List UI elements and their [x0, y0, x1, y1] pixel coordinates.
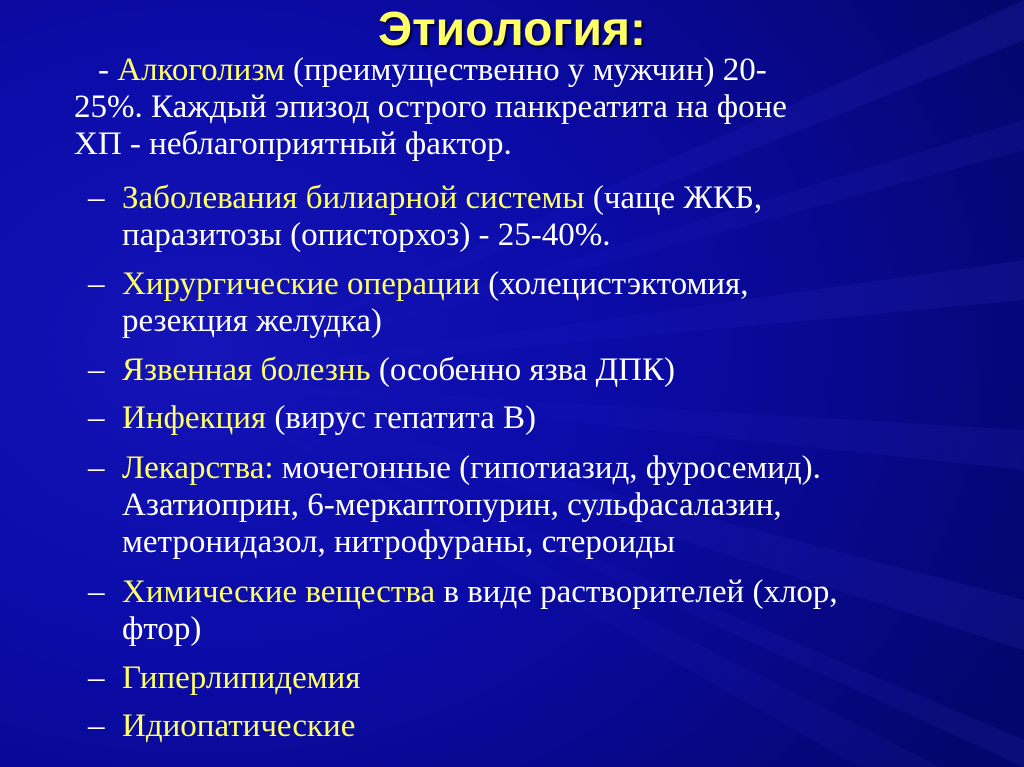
bullet-dash: – [88, 660, 105, 696]
bullet-line [122, 708, 1002, 745]
bullet-dash: – [88, 400, 105, 436]
bullet-dash: – [88, 450, 105, 486]
bullet-body [122, 574, 1002, 648]
bullet-dash: – [88, 574, 105, 610]
slide-title: Этиология: [378, 3, 646, 56]
bullet-body [122, 400, 1002, 437]
bullet-line [122, 660, 1002, 697]
bullet-line [122, 400, 1002, 437]
bullet-highlight: Хирургические операции [122, 266, 480, 302]
bullet-dash: – [88, 352, 105, 388]
bullet-body [122, 660, 1002, 697]
bullet-highlight: Идиопатические [122, 708, 356, 744]
bullet-body [122, 266, 1002, 340]
intro-highlight: Алкоголизм [117, 52, 285, 88]
bullet-highlight: Химические вещества [122, 574, 436, 610]
intro-line-1 [74, 52, 994, 89]
bullet-continuation: фтор) [122, 611, 202, 647]
bullet-dash: – [88, 266, 105, 302]
bullet-highlight: Лекарства: [122, 450, 274, 486]
bullet-line [122, 266, 1002, 303]
intro-dash: - [98, 52, 109, 88]
intro-line-3: ХП - неблагоприятный фактор. [74, 126, 512, 162]
bullet-line [122, 450, 1002, 487]
bullet-highlight: Язвенная болезнь [122, 352, 371, 388]
bullet-continuation: резекция желудка) [122, 303, 382, 339]
bullet-line [122, 180, 1002, 217]
bullet-body [122, 180, 1002, 254]
intro-paragraph [74, 52, 994, 163]
bullet-continuation: метронидазол, нитрофураны, стероиды [122, 524, 676, 560]
bullet-line [122, 574, 1002, 611]
bullet-body [122, 708, 1002, 745]
bullet-rest: (вирус гепатита В) [266, 400, 537, 436]
bullet-body [122, 352, 1002, 389]
bullet-highlight: Заболевания билиарной системы [122, 180, 585, 216]
bullet-rest: (чаще ЖКБ, [584, 180, 763, 216]
intro-line-1-rest: (преимущественно у мужчин) 20- [284, 52, 767, 88]
bullet-highlight: Гиперлипидемия [122, 660, 361, 696]
intro-line-2: 25%. Каждый эпизод острого панкреатита на фоне [74, 89, 787, 125]
bullet-line [122, 352, 1002, 389]
bullet-dash: – [88, 180, 105, 216]
bullet-rest: (особенно язва ДПК) [370, 352, 675, 388]
bullet-rest: (холецистэктомия, [480, 266, 749, 302]
bullet-body [122, 450, 1002, 561]
bullet-rest: мочегонные (гипотиазид, фуросемид). [273, 450, 821, 486]
bullet-dash: – [88, 708, 105, 744]
bullet-highlight: Инфекция [122, 400, 267, 436]
bullet-continuation: паразитозы (описторхоз) - 25-40%. [122, 217, 611, 253]
bullet-continuation: Азатиоприн, 6-меркаптопурин, сульфасалазин, [122, 487, 782, 523]
bullet-rest: в виде растворителей (хлор, [435, 574, 838, 610]
